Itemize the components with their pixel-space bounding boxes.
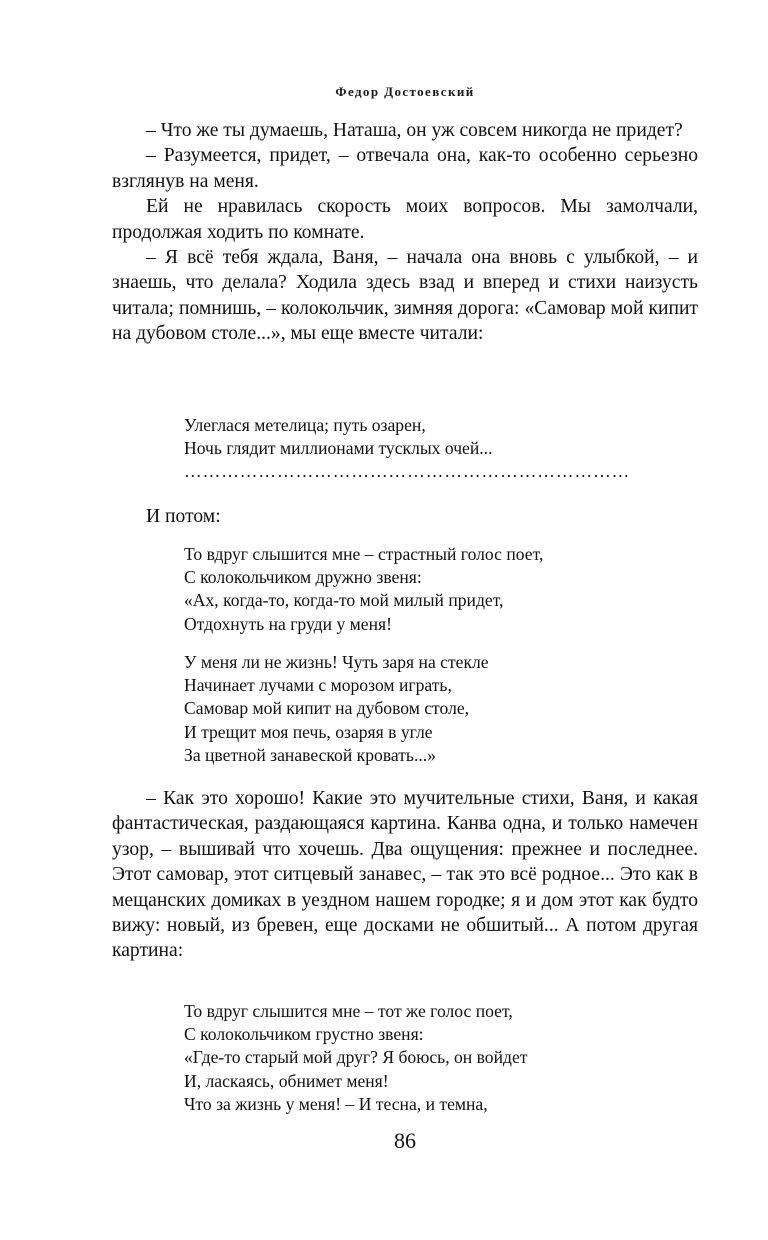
paragraph: – Что же ты думаешь, Наташа, он уж совсем никогда не придет?: [146, 120, 683, 141]
verse-line: Что за жизнь у меня! – И тесна, и темна,: [184, 1093, 488, 1114]
ellipsis-line: ………………………………………………………………: [184, 461, 631, 482]
verse-block-3: [184, 1000, 664, 1116]
page-number: 86: [394, 1128, 416, 1153]
running-header: Федор Достоевский: [335, 84, 475, 99]
paragraph: – Как это хорошо! Какие это мучительные стихи, Ваня, и какая фантастическая, раздающаяся картина. Канва одна, и только намечен узор, – вышивай что хочешь. Два ощущения: прежнее и последнее. Этот самовар, этот ситцевый занавес, – так это всё родное... Это как в мещанских домиках в уездном нашем городке; я и дом этот как будто вижу: новый, из бревен, еще досками не обшитый... А потом другая картина:: [112, 788, 698, 962]
verse-line: С колокольчиком грустно звеня:: [184, 1024, 424, 1045]
verse-block-2-stanza-2: [184, 651, 664, 767]
prose-block-1: [112, 118, 698, 347]
paragraph: Ей не нравилась скорость моих вопросов. Мы замолчали, продолжая ходить по комнате.: [112, 196, 698, 243]
verse-line: У меня ли не жизнь! Чуть заря на стекле: [184, 652, 489, 672]
verse-line: С колокольчиком дружно звеня:: [184, 567, 422, 588]
book-page: [112, 0, 698, 1240]
verse-line: Самовар мой кипит на дубовом столе,: [184, 698, 470, 719]
verse-block-1: [184, 414, 664, 484]
verse-line: Отдохнуть на груди у меня!: [184, 613, 392, 634]
verse-line: Начинает лучами с морозом играть,: [184, 675, 452, 696]
paragraph: – Разумеется, придет, – отвечала она, как-то особенно серьезно взглянув на меня.: [112, 145, 698, 192]
verse-line: И трещит моя печь, озаряя в угле: [184, 721, 433, 742]
verse-line: «Ах, когда-то, когда-то мой милый придет,: [184, 590, 504, 611]
verse-line: За цветной занавеской кровать...»: [184, 744, 436, 765]
verse-line: «Где-то старый мой друг? Я боюсь, он войдет: [184, 1047, 528, 1068]
verse-line: Улеглася метелица; путь озарен,: [184, 415, 426, 435]
paragraph: – Я всё тебя ждала, Ваня, – начала она вновь с улыбкой, – и знаешь, что делала? Ходила здесь взад и вперед и стихи наизусть читала; помнишь, – колокольчик, зимняя дорога: «Самовар мой кипит на дубовом столе...», мы еще вместе читали:: [112, 247, 698, 345]
prose-block-2: [112, 786, 698, 964]
verse-line: И, ласкаясь, обнимет меня!: [184, 1070, 389, 1091]
verse-block-2-stanza-1: [184, 543, 664, 636]
verse-line: Ночь глядит миллионами тусклых очей...: [184, 438, 493, 459]
intro-line: И потом:: [146, 506, 221, 527]
verse-line: То вдруг слышится мне – тот же голос поет,: [184, 1001, 513, 1021]
verse-line: То вдруг слышится мне – страстный голос поет,: [184, 544, 544, 564]
